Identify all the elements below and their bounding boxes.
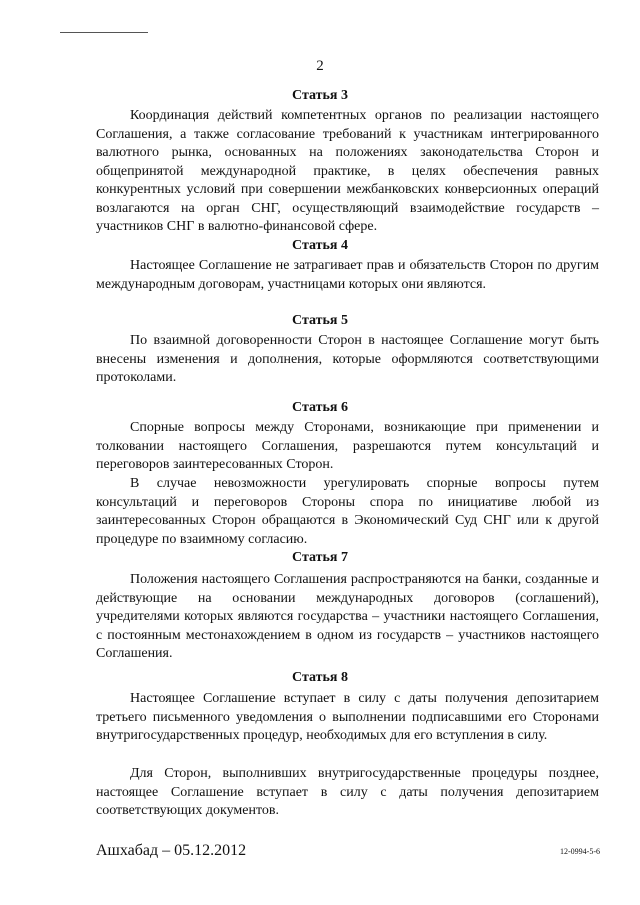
page-number: 2 (316, 58, 324, 74)
article-7-paragraph-1: Положения настоящего Соглашения распространяются на банки, созданные и действующие на основании международных договоров (соглашений), учредителями которых являются государства – участники настоящего Соглашения, с постоянным местонахождением в одном из государств – участников настоящего Соглашения. (96, 572, 599, 661)
article-4-heading: Статья 4 (292, 238, 348, 253)
article-6-heading: Статья 6 (292, 400, 348, 415)
article-3-paragraph-1: Координация действий компетентных органов по реализации настоящего Соглашения, а также согласование требований к участникам интегрированного валютного рынка, основанных на положениях законодательства Сторон и общепринятой международной практике, в целях обеспечения равных конкурентных условий при совершении межбанковских конверсионных операций возлагаются на орган СНГ, осуществляющий взаимодействие государств – участников СНГ в валютно-финансовой сфере. (96, 108, 599, 234)
article-8-heading: Статья 8 (292, 670, 348, 685)
article-5-heading: Статья 5 (292, 313, 348, 328)
article-8-paragraph-2: Для Сторон, выполнивших внутригосударственные процедуры позднее, настоящее Соглашение вступает в силу с даты получения депозитарием соответствующих документов. (96, 766, 599, 818)
article-6-paragraph-1: Спорные вопросы между Сторонами, возникающие при применении и толковании настоящего Соглашения, разрешаются путем консультаций и переговоров заинтересованных Сторон. (96, 420, 599, 472)
article-5-paragraph-1: По взаимной договоренности Сторон в настоящее Соглашение могут быть внесены изменения и дополнения, которые оформляются соответствующими протоколами. (96, 333, 599, 385)
footer-place-date: Ашхабад – 05.12.2012 (96, 842, 247, 859)
header-rule (60, 32, 148, 33)
footer-doc-code: 12-0994-5-6 (560, 847, 600, 856)
article-6-paragraph-2: В случае невозможности урегулировать спорные вопросы путем консультаций и переговоров Стороны спора по инициативе любой из заинтересованных Сторон обращаются в Экономический Суд СНГ или к другой процедуре по взаимному согласию. (96, 476, 599, 547)
article-3-heading: Статья 3 (292, 88, 348, 103)
article-4-paragraph-1: Настоящее Соглашение не затрагивает прав и обязательств Сторон по другим международным договорам, участницами которых они являются. (96, 258, 599, 292)
article-7-heading: Статья 7 (292, 550, 348, 565)
article-8-paragraph-1: Настоящее Соглашение вступает в силу с даты получения депозитарием третьего письменного уведомления о выполнении подписавшими его Сторонами внутригосударственных процедур, необходимых для его вступления в силу. (96, 691, 599, 743)
